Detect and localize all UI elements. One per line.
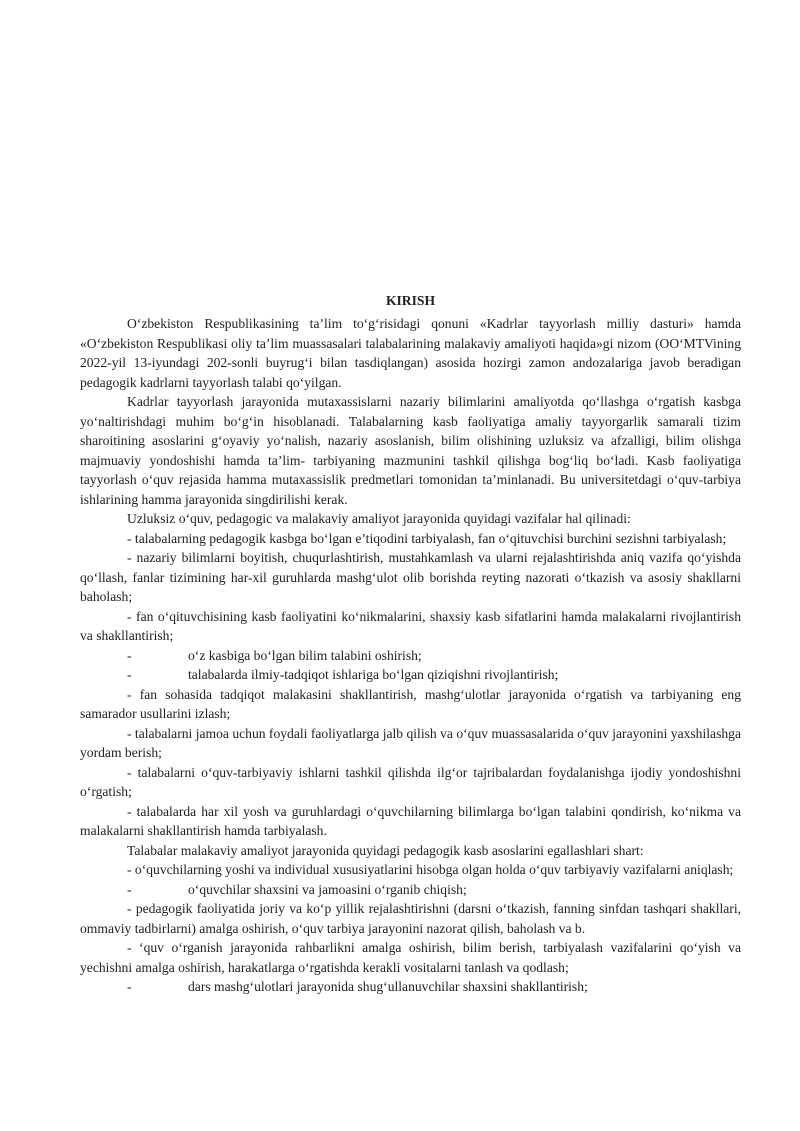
list-item: - fan sohasida tadqiqot malakasini shakllantirish, mashg‘ulotlar jarayonida o‘rgatish va tarbiyaning eng samarador usullarini izlash; <box>80 686 741 721</box>
list-dash: - <box>127 979 132 994</box>
list-item-text: o‘z kasbiga bo‘lgan bilim talabini oshirish; <box>188 647 422 663</box>
list-dash: - <box>127 667 132 682</box>
list-item-text: talabalarda ilmiy-tadqiqot ishlariga bo‘lgan qiziqishni rivojlantirish; <box>188 667 559 682</box>
list-dash: - <box>127 647 132 663</box>
list-item: - nazariy bilimlarni boyitish, chuqurlashtirish, mustahkamlash va ularni rejalashtirishda aniq vazifa qo‘yishda qo‘llash, fanlar tizimining har-xil guruhlarda mashg‘ulot olib borishda reyting nazorati o‘tkazish va asosiy shakllarni baholash; <box>80 550 741 604</box>
document-page <box>80 289 741 997</box>
list-dash: - <box>127 881 132 897</box>
list-item <box>80 646 741 666</box>
list-item: - pedagogik faoliyatida joriy va ko‘p yillik rejalashtirishni (darsni o‘tkazish, fanning sinfdan tashqari shakllari, ommaviy tadbirlarni) amalga oshirish, o‘quv tarbiya jarayonini nazorat qilish, baholash va b. <box>80 901 741 936</box>
list-item: - talabalarda har xil yosh va guruhlardagi o‘quvchilarning bilimlarga bo‘lgan talabini qondirish, ko‘nikma va malakalarni shakllantirish hamda tarbiyalash. <box>80 803 741 838</box>
list-item: - talabalarni jamoa uchun foydali faoliyatlarga jalb qilish va o‘quv muassasalarida o‘quv jarayonini yaxshilashga yordam berish; <box>80 725 741 760</box>
paragraph-tasks-intro: Uzluksiz o‘quv, pedagogic va malakaviy amaliyot jarayonida quyidagi vazifalar hal qilinadi: <box>127 511 631 526</box>
list-item: - talabalarning pedagogik kasbga bo‘lgan e’tiqodini tarbiyalash, fan o‘qituvchisi burchini sezishni tarbiyalash; <box>127 530 727 546</box>
paragraph-requirements-intro: Talabalar malakaviy amaliyot jarayonida quyidagi pedagogik kasb asoslarini egallashlari shart: <box>127 842 644 858</box>
paragraph-intro: O‘zbekiston Respublikasining ta’lim to‘g‘risidagi qonuni «Kadrlar tayyorlash milliy dasturi» hamda «O‘zbekiston Respublikasi oliy ta’lim muassasalari talabalarining malakaviy amaliyoti haqida»gi nizom (OO‘MTVining 2022-yil 13-iyundagi 202-sonli buyrug‘i bilan tasdiqlangan) asosida hozirgi zamon andozalariga javob beradigan pedagogik kadrlarni tayyorlash talabi qo‘yilgan. <box>80 316 741 390</box>
list-item: - ‘quv o‘rganish jarayonida rahbarlikni amalga oshirish, bilim berish, tarbiyalash vazifalarini qo‘yish va yechishni amalga oshirish, harakatlarga o‘rgatishda kerakli vositalarni tanlash va qodlash; <box>80 940 741 975</box>
list-item: - fan o‘qituvchisining kasb faoliyatini ko‘nikmalarini, shaxsiy kasb sifatlarini hamda malakalarni rivojlantirish va shakllantirish; <box>80 608 741 643</box>
list-item: - o‘quvchilarning yoshi va individual xususiyatlarini hisobga olgan holda o‘quv tarbiyaviy vazifalarni aniqlash; <box>127 862 734 877</box>
list-item <box>80 977 741 997</box>
list-item: - talabalarni o‘quv-tarbiyaviy ishlarni tashkil qilishda ilg‘or tajribalardan foydalanishga ijodiy yondoshishni o‘rgatish; <box>80 764 741 799</box>
paragraph-training: Kadrlar tayyorlash jarayonida mutaxassislarni nazariy bilimlarini amaliyotda qo‘llashga o‘rgatish kasbga yo‘naltirishdagi muhim bo‘g‘in hisoblanadi. Talabalarning kasb faoliyatiga amaliy tayyorgarlik samarali tizim sharoitining asoslarini g‘oyaviy yo‘nalish, nazariy asoslanish, bilim olishining uzluksiz va afzalligi, bilim olishga majmuaviy yondoshishi hamda ta’lim- tarbiyaning mazmunini tashkil qilishga bog‘liq bo‘ladi. Kasb faoliyatiga tayyorlash o‘quv rejasida hamma mutaxassislik predmetlari tomonidan ta’minlanadi. Bu universitetdagi o‘quv-tarbiya ishlarining hamma jarayonida singdirilishi kerak. <box>80 394 741 507</box>
list-item <box>80 665 741 685</box>
list-item-text: o‘quvchilar shaxsini va jamoasini o‘rganib chiqish; <box>188 881 467 897</box>
document-title: KIRISH <box>385 293 436 308</box>
list-item-text: dars mashg‘ulotlari jarayonida shug‘ullanuvchilar shaxsini shakllantirish; <box>188 979 588 994</box>
list-item <box>80 880 741 900</box>
